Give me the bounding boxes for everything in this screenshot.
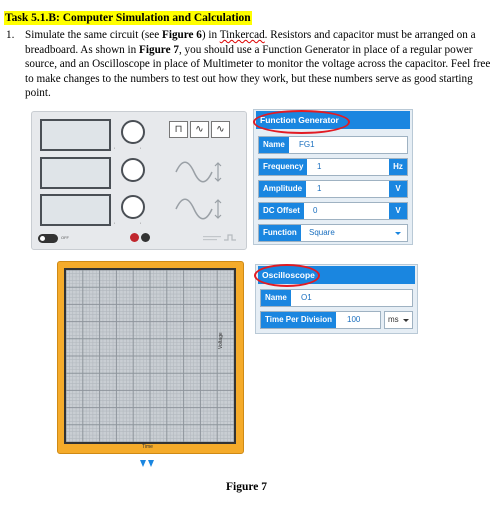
figure-6-ref: Figure 6 xyxy=(162,29,202,41)
function-select[interactable]: Function Square xyxy=(258,224,408,242)
off-label: OFF xyxy=(61,235,69,240)
chevron-down-icon xyxy=(395,232,401,235)
positive-terminal[interactable] xyxy=(130,233,139,242)
display-1 xyxy=(40,119,111,151)
dc-offset-field[interactable]: DC Offset 0 V xyxy=(258,202,408,220)
amplitude-knob-icon[interactable] xyxy=(121,158,145,182)
square-wave-button[interactable]: ⊓ xyxy=(169,121,188,138)
wave-icon-2 xyxy=(174,196,226,222)
frequency-field[interactable]: Frequency 1 Hz xyxy=(258,158,408,176)
probe-positive-icon[interactable] xyxy=(140,460,146,467)
list-number: 1. xyxy=(6,29,15,41)
function-generator-logo xyxy=(202,233,240,243)
amplitude-field[interactable]: Amplitude 1 V xyxy=(258,180,408,198)
display-3 xyxy=(40,194,111,226)
time-unit-select[interactable]: ms xyxy=(384,311,413,329)
sine-wave-icon xyxy=(174,159,226,185)
panel-title: Oscilloscope xyxy=(258,266,415,284)
chevron-down-icon xyxy=(403,319,409,322)
annotation-circle xyxy=(254,264,320,287)
frequency-knob-icon[interactable] xyxy=(121,120,145,144)
annotation-circle xyxy=(253,110,350,134)
task-heading: Task 5.1.B: Computer Simulation and Calculation xyxy=(5,12,251,24)
triangle-wave-button[interactable]: ∿ xyxy=(211,121,230,138)
voltage-label: Voltage xyxy=(218,332,224,349)
oscilloscope-grid xyxy=(66,270,234,442)
offset-knob-icon[interactable] xyxy=(121,195,145,219)
probe-negative-icon[interactable] xyxy=(148,460,154,467)
name-field[interactable]: Name FG1 xyxy=(258,136,408,154)
time-per-division-field[interactable]: Time Per Division 100 xyxy=(260,311,381,329)
panel-title: Function Generator xyxy=(256,111,410,129)
power-toggle[interactable] xyxy=(38,234,58,243)
tinkercad-word: Tinkercad xyxy=(219,29,265,41)
oscilloscope-screen xyxy=(64,268,236,444)
oscilloscope-device[interactable] xyxy=(57,261,244,454)
negative-terminal[interactable] xyxy=(141,233,150,242)
display-2 xyxy=(40,157,111,189)
sine-wave-button[interactable]: ∿ xyxy=(190,121,209,138)
list-item-text: Simulate the same circuit (see Figure 6) in Tinkercad. Resistors and capacitor must be arranged on a breadboard. As shown in Figure 7, you should use a Function Generator in place of a regular power source, and an Oscilloscope in place of Multimeter to monitor the voltage across the capacitor. Feel free to make changes to the numbers to test out how they work, but these numbers serve as good starting point. xyxy=(25,29,491,100)
figure-7-ref: Figure 7 xyxy=(139,43,179,56)
figure-caption: Figure 7 xyxy=(226,481,267,493)
name-field[interactable]: Name O1 xyxy=(260,289,413,307)
time-label: Time xyxy=(142,444,153,450)
function-generator-device[interactable]: ▪ ▪ ▪ ▪ ⊓ ∿ ∿ OFF xyxy=(31,111,247,250)
